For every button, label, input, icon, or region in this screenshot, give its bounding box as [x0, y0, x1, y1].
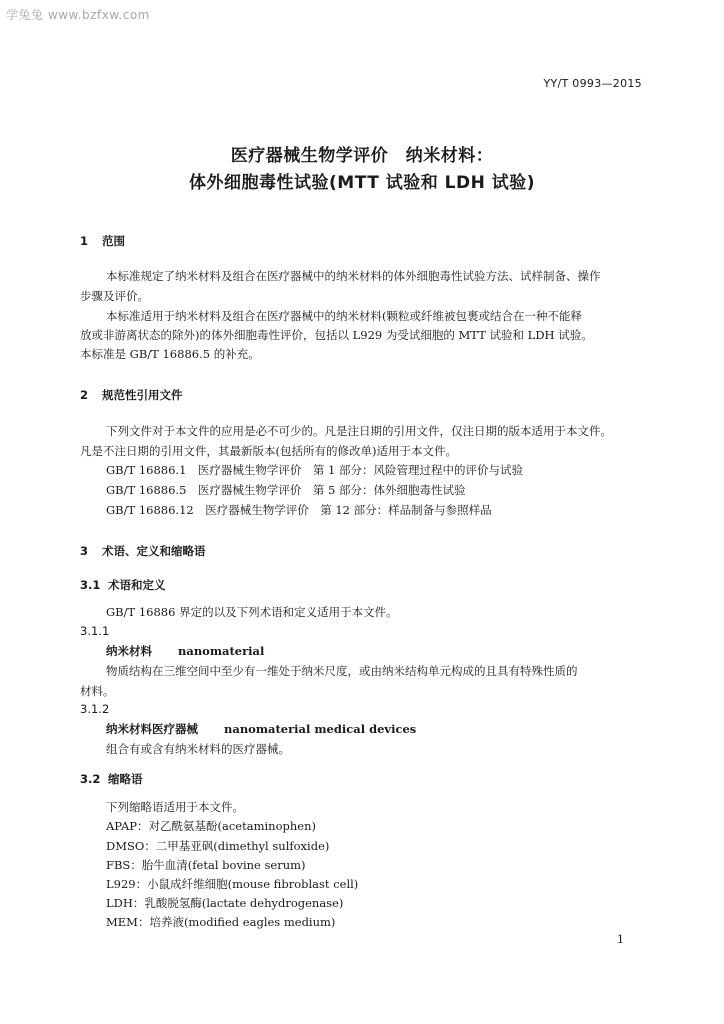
abbreviation-item: APAP：对乙酰氨基酚(acetaminophen): [106, 819, 316, 833]
standard-number: YY/T 0993—2015: [543, 77, 642, 90]
section-3-heading: [80, 543, 206, 559]
term-en: nanomaterial medical devices: [224, 722, 417, 736]
section-title: 范围: [102, 234, 125, 248]
document-title-line2: 体外细胞毒性试验(MTT 试验和 LDH 试验): [189, 173, 535, 193]
term-cn: 纳米材料: [106, 644, 152, 658]
abbreviation-item: DMSO：二甲基亚砜(dimethyl sulfoxide): [106, 839, 330, 853]
term-entry: [106, 643, 264, 659]
section-title: 术语、定义和缩略语: [102, 544, 206, 558]
definition-line: 组合有或含有纳米材料的医疗器械。: [106, 742, 290, 756]
subsection-title: 缩略语: [108, 772, 143, 786]
term-entry: [106, 721, 416, 737]
term-number: 3.1.1: [80, 624, 110, 638]
paragraph-line: 本标准适用于纳米材料及组合在医疗器械中的纳米材料(颗粒或纤维被包裹或结合在一种不能释: [106, 309, 582, 323]
section-number: 1: [80, 234, 89, 248]
definition-line: 材料。: [80, 684, 115, 698]
term-number: 3.1.2: [80, 702, 110, 716]
document-title-line1: 医疗器械生物学评价 纳米材料：: [230, 146, 494, 166]
paragraph-line: GB/T 16886 界定的以及下列术语和定义适用于本文件。: [106, 605, 398, 619]
reference-item: GB/T 16886.1 医疗器械生物学评价 第 1 部分：风险管理过程中的评价与试验: [106, 463, 524, 477]
paragraph-line: 放或非游离状态的除外)的体外细胞毒性评价，包括以 L929 为受试细胞的 MTT 试验和 LDH 试验。: [80, 328, 593, 342]
section-number: 3: [80, 544, 89, 558]
paragraph-line: 凡是不注日期的引用文件，其最新版本(包括所有的修改单)适用于本文件。: [80, 444, 457, 458]
subsection-number: 3.2: [80, 772, 101, 786]
paragraph-line: 步骤及评价。: [80, 289, 149, 303]
section-2-heading: [80, 387, 183, 403]
term-en: nanomaterial: [178, 644, 265, 658]
section-title: 规范性引用文件: [102, 388, 183, 402]
section-1-heading: [80, 233, 125, 249]
page-number: 1: [617, 933, 624, 946]
watermark: 学兔兔 www.bzfxw.com: [6, 8, 150, 22]
section-number: 2: [80, 388, 89, 402]
paragraph-line: 本标准是 GB/T 16886.5 的补充。: [80, 347, 260, 361]
subsection-number: 3.1: [80, 578, 101, 592]
reference-item: GB/T 16886.5 医疗器械生物学评价 第 5 部分：体外细胞毒性试验: [106, 483, 466, 497]
abbreviation-item: MEM：培养液(modified eagles medium): [106, 915, 336, 929]
abbreviation-item: LDH：乳酸脱氢酶(lactate dehydrogenase): [106, 896, 344, 910]
definition-line: 物质结构在三维空间中至少有一维处于纳米尺度，或由纳米结构单元构成的且具有特殊性质的: [106, 664, 578, 678]
paragraph-line: 本标准规定了纳米材料及组合在医疗器械中的纳米材料的体外细胞毒性试验方法、试样制备、操作: [106, 269, 601, 283]
abbreviation-item: L929：小鼠成纤维细胞(mouse fibroblast cell): [106, 877, 359, 891]
term-cn: 纳米材料医疗器械: [106, 722, 198, 736]
subsection-3-1-heading: [80, 577, 166, 593]
paragraph-line: 下列文件对于本文件的应用是必不可少的。凡是注日期的引用文件，仅注日期的版本适用于本文件。: [106, 424, 612, 438]
subsection-3-2-heading: [80, 771, 143, 787]
reference-item: GB/T 16886.12 医疗器械生物学评价 第 12 部分：样品制备与参照样品: [106, 503, 492, 517]
subsection-title: 术语和定义: [108, 578, 166, 592]
paragraph-line: 下列缩略语适用于本文件。: [106, 800, 244, 814]
abbreviation-item: FBS：胎牛血清(fetal bovine serum): [106, 858, 306, 872]
